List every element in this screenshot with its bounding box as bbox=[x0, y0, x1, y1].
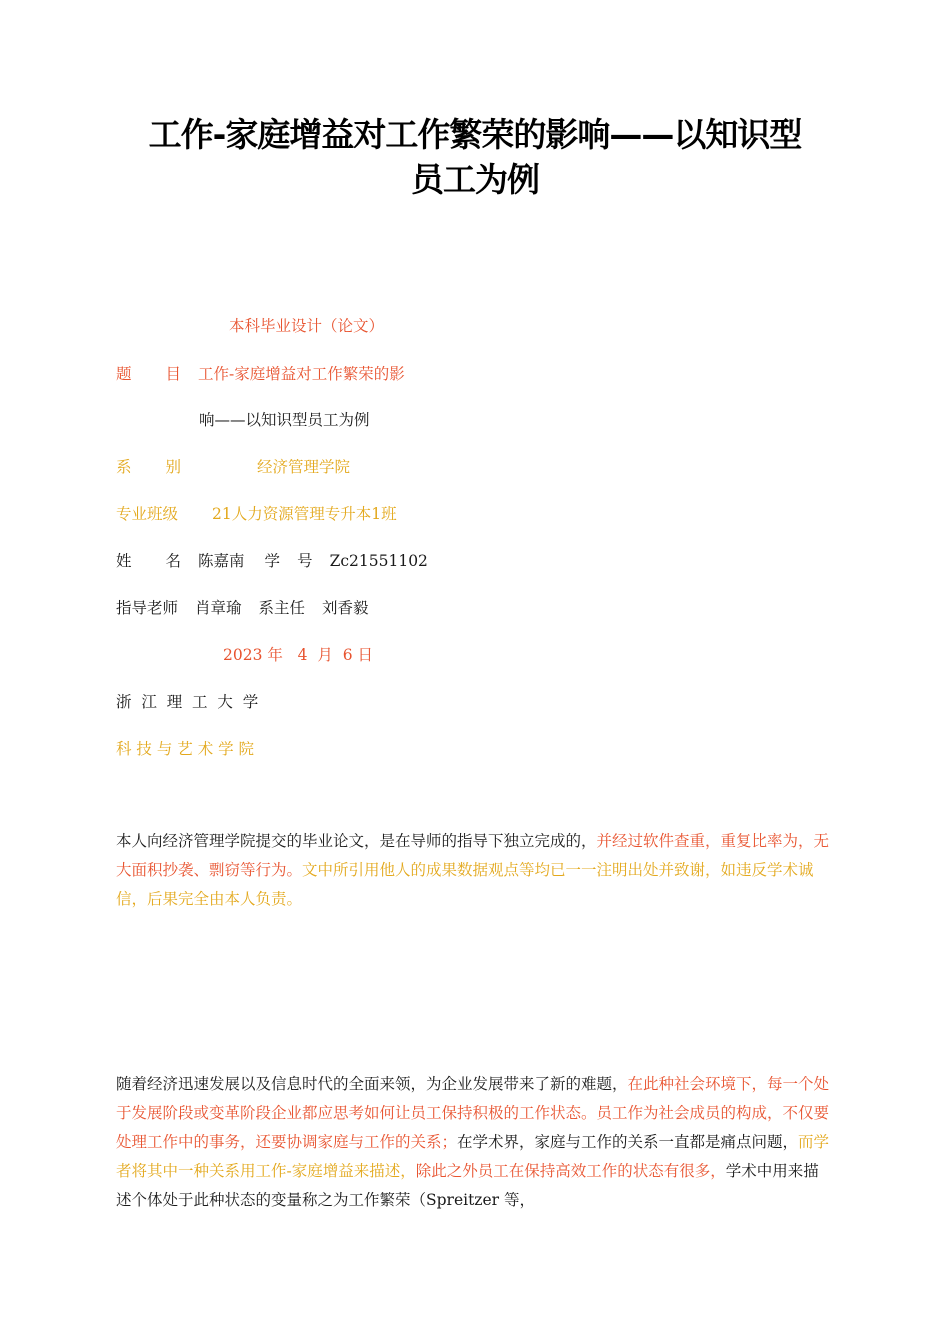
dept-label-1: 系 bbox=[116, 458, 132, 476]
declaration-part-2: 并经过软件查重，重复比率为，无大面积抄袭、剽窃等行为。 bbox=[116, 832, 830, 879]
title-line-1: 工作-家庭增益对工作繁荣的影响——以知识型 bbox=[148, 115, 802, 154]
name-value: 陈嘉南 bbox=[198, 552, 245, 570]
id-label-2: 号 bbox=[297, 552, 313, 570]
name-label-2: 名 bbox=[165, 552, 182, 570]
dept-value: 经济管理学院 bbox=[257, 458, 351, 476]
cover-date: 2023 年 4 月 6 日 bbox=[223, 646, 374, 664]
abstract-part-4: 而学者将其中一种关系用工作-家庭增益来描述， bbox=[116, 1133, 830, 1180]
name-row bbox=[116, 550, 428, 572]
declaration-part-3: 文中所引用他人的成果数据观点等均已一一注明出处并致谢，如违反学术诚信，后果完全由本人负责。 bbox=[116, 861, 814, 908]
declaration-paragraph bbox=[116, 827, 834, 914]
university-name: 浙 江 理 工 大 学 bbox=[116, 693, 259, 711]
abstract-part-6: 学术中用来描述个体处于此种状态的变量称之为工作繁荣（Spreitzer 等， bbox=[116, 1162, 819, 1209]
topic-row bbox=[116, 363, 405, 385]
title-line-2: 员工为例 bbox=[411, 160, 539, 199]
dept-row bbox=[116, 456, 350, 478]
id-value: Zc21551102 bbox=[329, 552, 428, 570]
abstract-part-3: 在学术界，家庭与工作的关系一直都是痛点问题， bbox=[457, 1133, 799, 1151]
dept-label-2: 别 bbox=[165, 458, 182, 476]
topic-label-2: 目 bbox=[165, 365, 182, 383]
college-name: 科 技 与 艺 术 学 院 bbox=[116, 740, 255, 758]
id-label-1: 学 bbox=[264, 552, 281, 570]
declaration-part-1: 本人向经济管理学院提交的毕业论文，是在导师的指导下独立完成的， bbox=[116, 832, 597, 850]
abstract-paragraph bbox=[116, 1070, 834, 1215]
class-row bbox=[116, 503, 397, 525]
abstract-part-2: 在此种社会环境下，每一个处于发展阶段或变革阶段企业都应思考如何让员工保持积极的工作状态。员工作为社会成员的构成，不仅要处理工作中的事务，还要协调家庭与工作的关系； bbox=[116, 1075, 830, 1151]
advisor-label: 指导老师 bbox=[116, 599, 179, 617]
abstract-part-1: 随着经济迅速发展以及信息时代的全面来领，为企业发展带来了新的难题， bbox=[116, 1075, 628, 1093]
advisor-value: 肖章瑜 bbox=[195, 599, 242, 617]
document-title bbox=[110, 112, 840, 202]
abstract-part-5: 除此之外员工在保持高效工作的状态有很多， bbox=[415, 1162, 726, 1180]
name-label-1: 姓 bbox=[116, 552, 132, 570]
topic-label-1: 题 bbox=[116, 365, 132, 383]
class-label: 专业班级 bbox=[116, 505, 179, 523]
topic-value-2: 响——以知识型员工为例 bbox=[199, 411, 370, 429]
advisor-row bbox=[116, 597, 369, 619]
topic-value-1: 工作-家庭增益对工作繁荣的影 bbox=[198, 365, 405, 383]
cover-heading: 本科毕业设计（论文） bbox=[229, 317, 385, 335]
class-value: 21人力资源管理专升本1班 bbox=[212, 505, 397, 523]
head-value: 刘香毅 bbox=[322, 599, 369, 617]
head-label: 系主任 bbox=[258, 599, 306, 617]
